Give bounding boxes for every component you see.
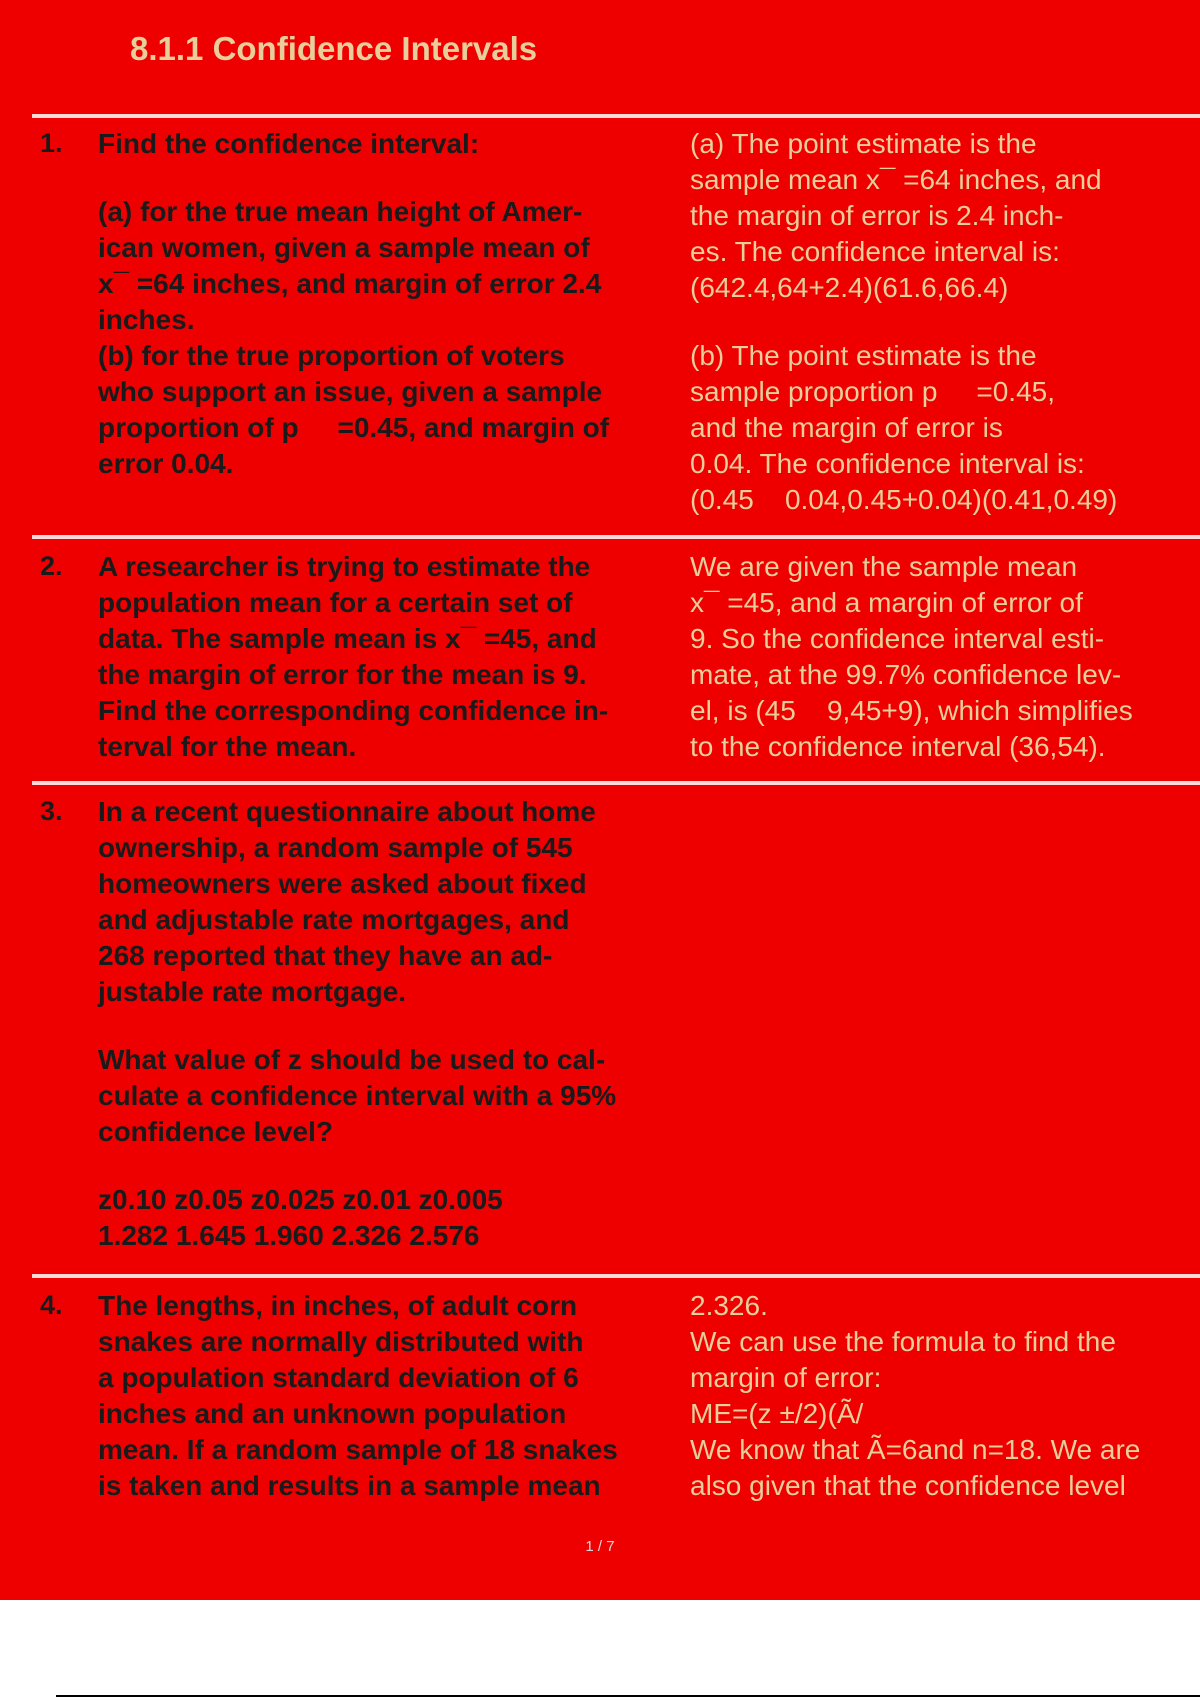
page-number: 1 / 7 — [585, 1538, 615, 1555]
question-line: error 0.04. — [98, 448, 234, 479]
answer-text — [690, 126, 1200, 518]
paragraph-gap — [98, 162, 680, 194]
question-line: Find the corresponding confidence in- — [98, 695, 609, 726]
question-line: (a) for the true mean height of Amer- — [98, 196, 583, 227]
divider — [32, 535, 1200, 539]
question-line: proportion of p =0.45, and margin of — [98, 412, 610, 443]
question-line: mean. If a random sample of 18 snakes — [98, 1434, 618, 1465]
item-number: 3. — [40, 796, 63, 826]
answer-line: x¯ =45, and a margin of error of — [690, 587, 1083, 618]
answer-line: 9. So the confidence interval esti- — [690, 623, 1105, 654]
answer-line: (a) The point estimate is the — [690, 128, 1037, 159]
question-line: and adjustable rate mortgages, and — [98, 904, 570, 935]
question-line: snakes are normally distributed with — [98, 1326, 584, 1357]
question-line: homeowners were asked about fixed — [98, 868, 587, 899]
question-line: inches and an unknown population — [98, 1398, 567, 1429]
question-line: In a recent questionnaire about home — [98, 796, 596, 827]
answer-line: (0.45 0.04,0.45+0.04)(0.41,0.49) — [690, 484, 1118, 515]
answer-line: el, is (45 9,45+9), which simplifies — [690, 695, 1133, 726]
answer-line: We know that Ã=6and n=18. We are — [690, 1434, 1141, 1465]
question-line: culate a confidence interval with a 95% — [98, 1080, 617, 1111]
item-number: 4. — [40, 1290, 63, 1320]
question-line: x¯ =64 inches, and margin of error 2.4 — [98, 268, 602, 299]
paragraph-gap — [98, 1150, 680, 1182]
question-line: (b) for the true proportion of voters — [98, 340, 565, 371]
question-line: data. The sample mean is x¯ =45, and — [98, 623, 597, 654]
item-number: 2. — [40, 551, 63, 581]
answer-text — [690, 549, 1200, 765]
question-line: Find the confidence interval: — [98, 128, 480, 159]
answer-line: We can use the formula to find the — [690, 1326, 1116, 1357]
question-line: A researcher is trying to estimate the — [98, 551, 591, 582]
answer-line: margin of error: — [690, 1362, 882, 1393]
answer-line: (642.4,64+2.4)(61.6,66.4) — [690, 272, 1009, 303]
question-line: z0.10 z0.05 z0.025 z0.01 z0.005 — [98, 1184, 503, 1215]
bottom-rule — [56, 1695, 1200, 1697]
answer-line: the margin of error is 2.4 inch- — [690, 200, 1064, 231]
answer-line: We are given the sample mean — [690, 551, 1078, 582]
item-number: 1. — [40, 128, 63, 158]
question-line: ican women, given a sample mean of — [98, 232, 590, 263]
answer-line: (b) The point estimate is the — [690, 340, 1037, 371]
answer-line: ME=(z ±/2)(Ã/ — [690, 1398, 864, 1429]
question-line: terval for the mean. — [98, 731, 357, 762]
question-line: confidence level? — [98, 1116, 333, 1147]
divider — [32, 781, 1200, 785]
question-line: who support an issue, given a sample — [98, 376, 603, 407]
answer-text — [690, 1288, 1200, 1504]
answer-line: mate, at the 99.7% confidence lev- — [690, 659, 1122, 690]
answer-line: to the confidence interval (36,54). — [690, 731, 1106, 762]
question-text — [98, 1288, 680, 1504]
question-line: justable rate mortgage. — [98, 976, 407, 1007]
question-line: 268 reported that they have an ad- — [98, 940, 553, 971]
question-line: The lengths, in inches, of adult corn — [98, 1290, 578, 1321]
divider — [32, 114, 1200, 118]
question-line: a population standard deviation of 6 — [98, 1362, 579, 1393]
question-line: ownership, a random sample of 545 — [98, 832, 573, 863]
answer-line: also given that the confidence level — [690, 1470, 1126, 1501]
question-line: the margin of error for the mean is 9. — [98, 659, 587, 690]
answer-line: sample proportion p =0.45, — [690, 376, 1055, 407]
answer-line: 2.326. — [690, 1290, 768, 1321]
question-text — [98, 549, 680, 765]
question-line: 1.282 1.645 1.960 2.326 2.576 — [98, 1220, 480, 1251]
question-text — [98, 794, 680, 1254]
question-line: is taken and results in a sample mean — [98, 1470, 601, 1501]
paragraph-gap — [98, 1010, 680, 1042]
divider — [32, 1274, 1200, 1278]
paragraph-gap — [690, 306, 1200, 338]
question-text — [98, 126, 680, 482]
answer-line: 0.04. The confidence interval is: — [690, 448, 1085, 479]
question-line: population mean for a certain set of — [98, 587, 573, 618]
page-title: 8.1.1 Confidence Intervals — [130, 30, 538, 67]
answer-line: es. The confidence interval is: — [690, 236, 1060, 267]
question-line: inches. — [98, 304, 195, 335]
answer-line: and the margin of error is — [690, 412, 1003, 443]
question-line: What value of z should be used to cal- — [98, 1044, 606, 1075]
answer-line: sample mean x¯ =64 inches, and — [690, 164, 1102, 195]
